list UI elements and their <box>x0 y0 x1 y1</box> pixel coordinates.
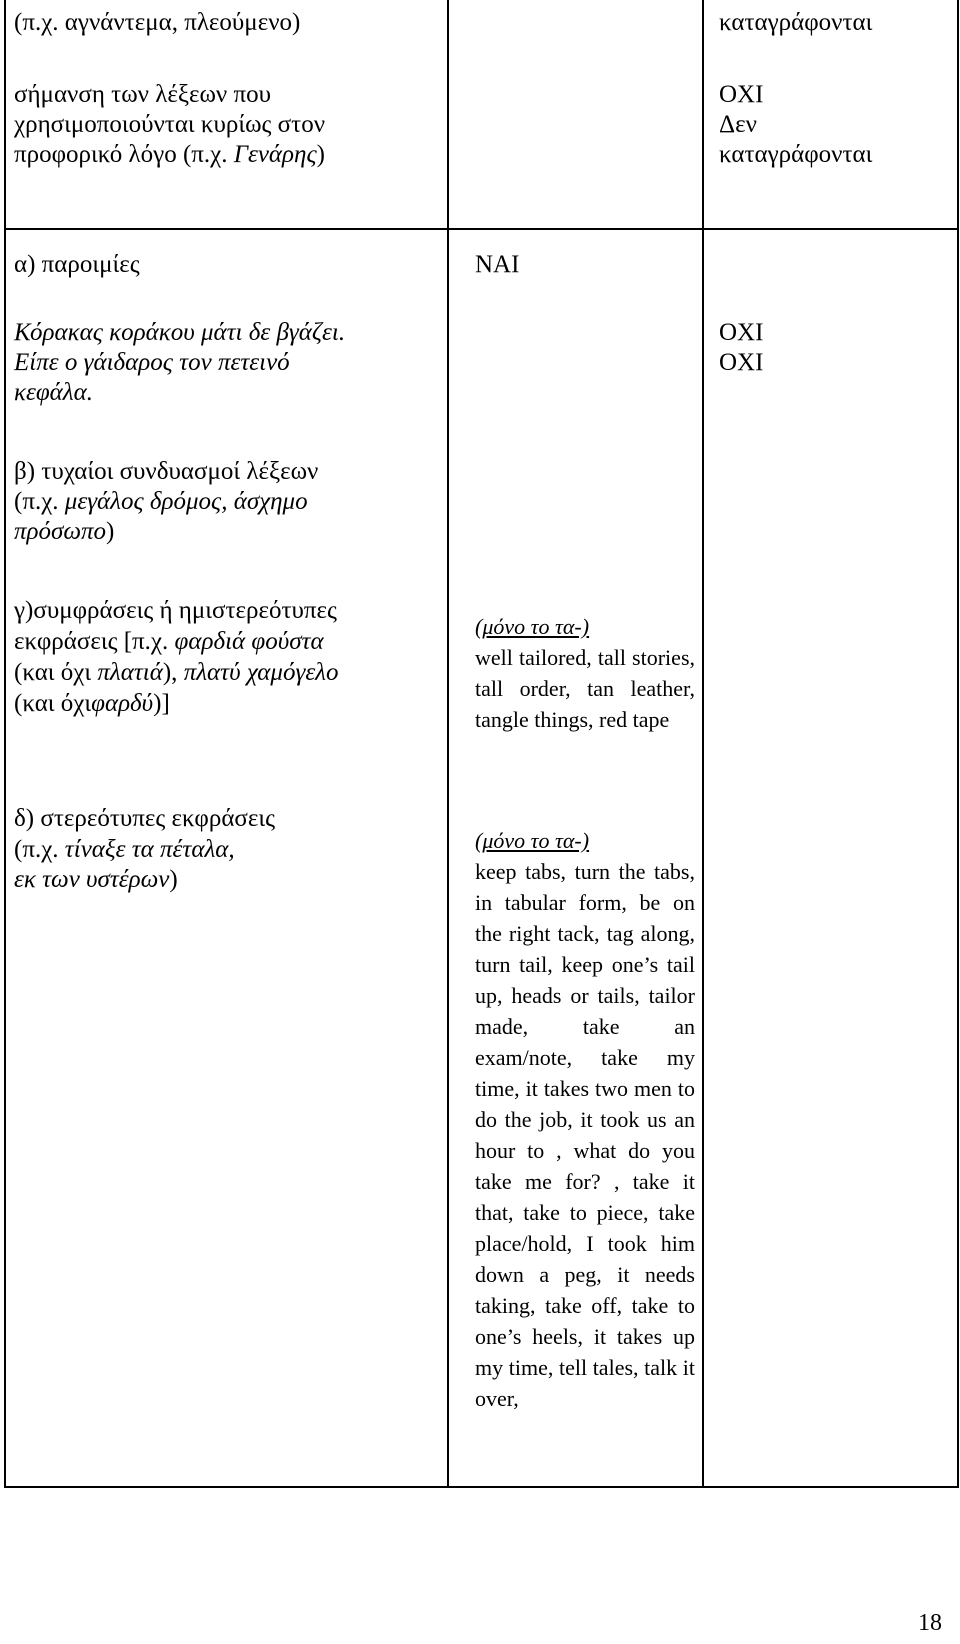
page-number: 18 <box>918 1610 942 1636</box>
random-combinations-heading: β) τυχαίοι συνδυασμοί λέξεων <box>14 458 319 485</box>
collocations-line4-suffix: )] <box>153 690 170 717</box>
table-row-divider <box>4 228 959 230</box>
fixed-expressions-prefix: (π.χ. <box>14 836 65 863</box>
random-combinations-examples <box>14 487 434 547</box>
table-border-col2 <box>702 0 704 1488</box>
random-combinations-suffix: ) <box>106 518 115 545</box>
collocations-line1: γ)συμφράσεις ή ημιστερεότυπες <box>14 597 337 624</box>
proverbs-heading: α) παροιμίες <box>14 251 140 278</box>
row1-category: (π.χ. αγνάντεμα, πλεούμενο) <box>14 9 301 36</box>
fixed-expressions-italic: τίναξε τα πέταλα, εκ των υστέρων <box>14 836 235 893</box>
row2-status: ΟΧΙ Δεν καταγράφονται <box>719 81 873 168</box>
collocations-line2 <box>14 627 324 657</box>
fixed-expressions-examples <box>14 835 434 895</box>
fixed-expressions-heading: δ) στερεότυπες εκφράσεις <box>14 805 276 832</box>
collocations-line3-prefix: (και όχι <box>14 659 98 686</box>
collocations-line2-example: φαρδιά φούστα <box>174 628 324 655</box>
proverbs-examples: Κόρακας κοράκου μάτι δε βγάζει. Είπε ο γάιδαρος τον πετεινό κεφάλα. <box>14 319 346 406</box>
fixed-expressions-suffix: ) <box>169 866 178 893</box>
collocations-line4 <box>14 689 170 719</box>
table-border-left <box>4 0 6 1488</box>
collocations-line3 <box>14 658 339 688</box>
table-border-col1 <box>447 0 449 1488</box>
row2-category-close: ) <box>316 141 325 168</box>
collocations-line3-example1: πλατιά <box>97 659 163 686</box>
row3-answer: ΝΑΙ <box>475 251 520 278</box>
collocations-english-heading: (μόνο το τα-) <box>475 614 590 639</box>
collocations-line2-prefix: εκφράσεις [π.χ. <box>14 628 175 655</box>
random-combinations-prefix: (π.χ. <box>14 488 65 515</box>
row2-category <box>14 80 434 170</box>
collocations-english-list: well tailored, tall stories, tall order, tan leather, tangle things, red tape <box>475 645 695 732</box>
row3-status: ΟΧΙ ΟΧΙ <box>719 319 764 376</box>
collocations-line4-example: φαρδύ <box>91 690 154 717</box>
collocations-line3-example2: πλατύ χαμόγελο <box>183 659 339 686</box>
collocations-line3-mid: ), <box>162 659 184 686</box>
collocations-line4-prefix: (και όχι <box>14 690 92 717</box>
table-border-right <box>957 0 959 1488</box>
row2-category-text: σήμανση των λέξεων που χρησιμοποιούνται κυρίως στον προφορικό λόγο (π.χ. <box>14 81 326 168</box>
row1-status: καταγράφονται <box>719 9 873 36</box>
random-combinations-italic: μεγάλος δρόμος, άσχημο πρόσωπο <box>14 488 308 545</box>
collocations-english-examples <box>475 611 695 735</box>
fixed-expressions-english-heading: (μόνο το τα-) <box>475 828 590 853</box>
row2-category-example: Γενάρης <box>233 141 317 168</box>
fixed-expressions-english-list: keep tabs, turn the tabs, in tabular form, be on the right tack, tag along, turn tail, keep one’s tail up, heads or tails, tailor made, take an exam/note, take my time, it takes two men to do the job, it took us an hour to , what do you take me for? , take it that, take to piece, take place/hold, I took him down a peg, it needs taking, take off, take to one’s heels, it takes up my time, tell tales, talk it over, <box>475 859 695 1411</box>
fixed-expressions-english-examples <box>475 825 695 1414</box>
table-border-bottom <box>4 1486 959 1488</box>
